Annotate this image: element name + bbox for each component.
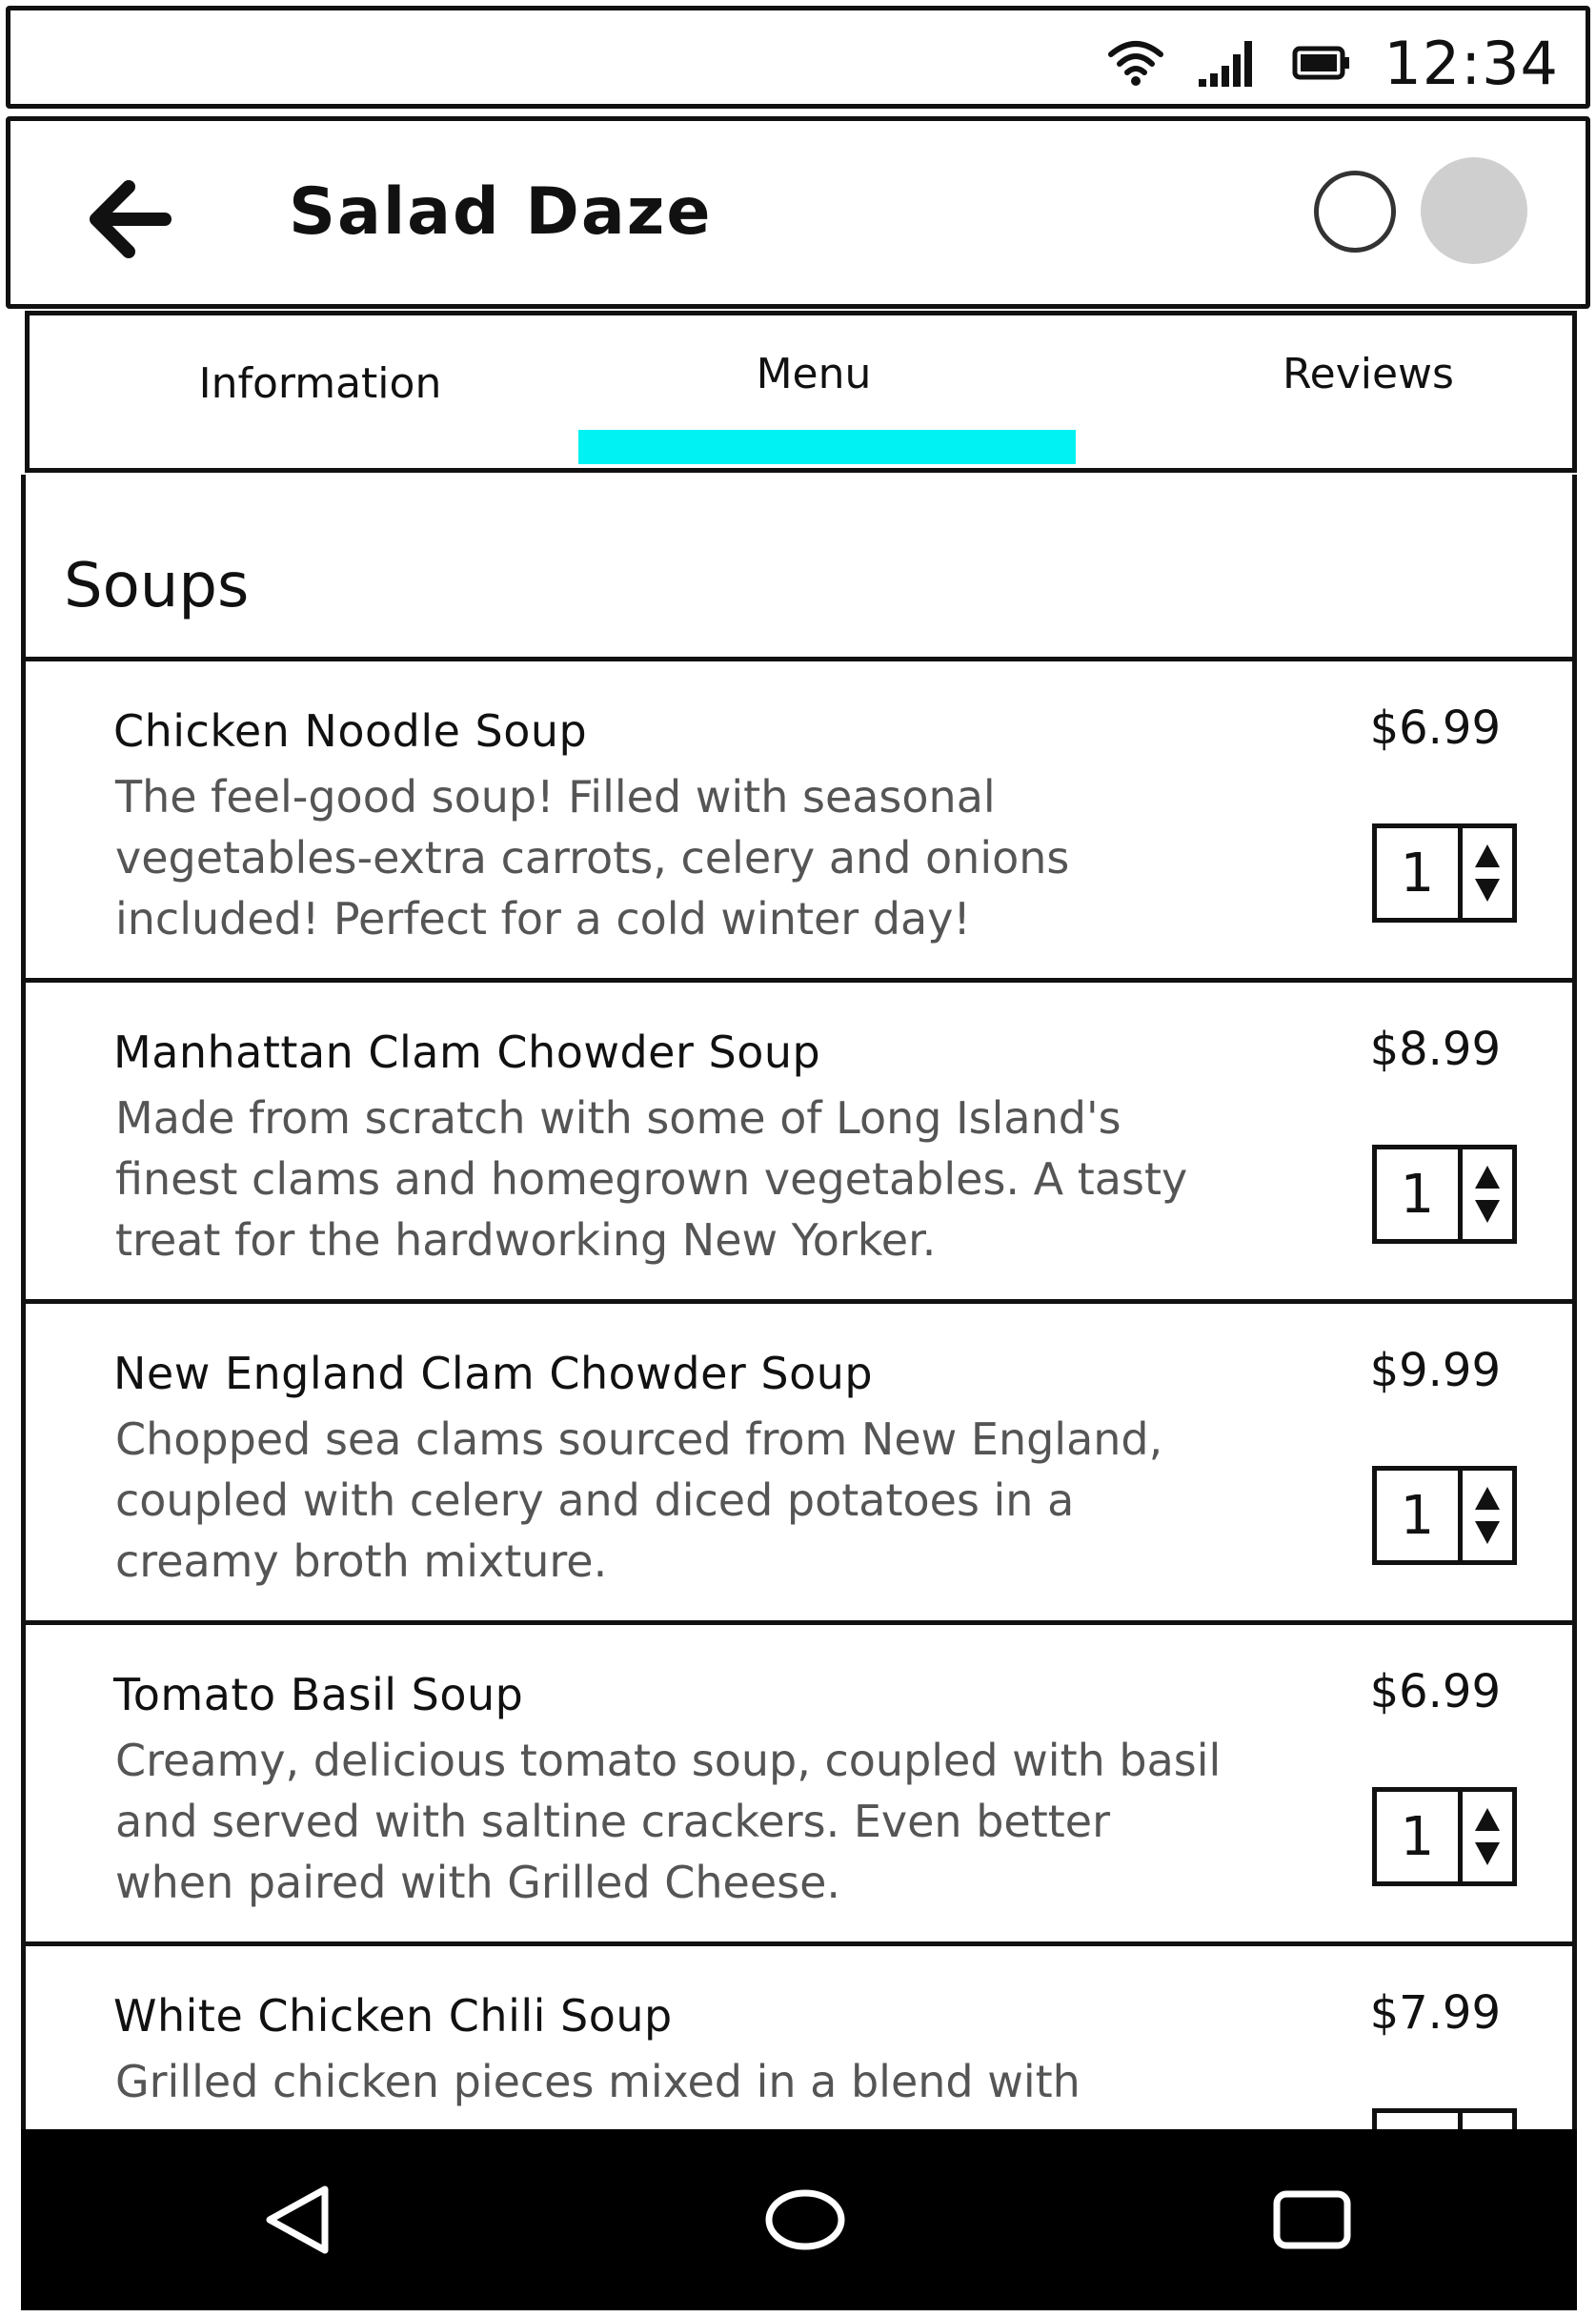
stepper-arrows[interactable] — [1463, 1471, 1512, 1560]
status-time: 12:34 — [1384, 28, 1559, 98]
arrow-up-icon[interactable] — [1473, 1484, 1502, 1513]
avatar[interactable] — [1421, 157, 1527, 264]
item-description: Creamy, delicious tomato soup, coupled with basil and served with saltine crackers. Even better when paired with Grilled Cheese. — [115, 1735, 1222, 1908]
system-nav-bar — [21, 2129, 1577, 2310]
tab-label: Information — [198, 359, 442, 408]
menu-item[interactable] — [21, 1625, 1577, 1946]
cellular-signal-icon — [1197, 37, 1260, 89]
nav-recent-apps-button[interactable] — [1260, 2167, 1364, 2272]
quantity-stepper[interactable] — [1372, 1466, 1517, 1565]
item-price: $6.99 — [1369, 701, 1501, 755]
radio-toggle-button[interactable] — [1314, 171, 1396, 253]
stepper-arrows[interactable] — [1463, 1792, 1512, 1881]
arrow-down-icon[interactable] — [1473, 1839, 1502, 1868]
item-price: $7.99 — [1369, 1986, 1501, 2040]
arrow-down-icon[interactable] — [1473, 1518, 1502, 1547]
nav-home-icon — [762, 2186, 848, 2253]
item-name: Chicken Noodle Soup — [113, 705, 588, 757]
item-name: Tomato Basil Soup — [113, 1669, 524, 1720]
nav-back-button[interactable] — [246, 2167, 351, 2272]
status-bar — [6, 6, 1590, 109]
arrow-up-icon[interactable] — [1473, 1805, 1502, 1834]
menu-item[interactable] — [21, 1304, 1577, 1625]
app-header — [6, 116, 1590, 309]
quantity-value[interactable]: 1 — [1377, 1792, 1463, 1881]
item-description: Grilled chicken pieces mixed in a blend with — [115, 2056, 1081, 2107]
tab-information[interactable] — [134, 315, 506, 468]
stepper-arrows[interactable] — [1463, 1149, 1512, 1239]
active-tab-indicator — [578, 430, 1076, 464]
menu-item[interactable] — [21, 661, 1577, 983]
item-description: The feel-good soup! Filled with seasonal vegetables-extra carrots, celery and onions included! Perfect for a cold winter day! — [115, 771, 1070, 945]
tab-bar — [25, 311, 1577, 473]
menu-list[interactable] — [21, 661, 1577, 2129]
section-header — [21, 475, 1577, 661]
item-description: Chopped sea clams sourced from New England, coupled with celery and diced potatoes in a creamy broth mixture. — [115, 1413, 1163, 1587]
arrow-left-icon — [87, 179, 172, 259]
tab-reviews[interactable] — [1182, 315, 1554, 468]
stepper-arrows[interactable] — [1463, 828, 1512, 918]
tab-label: Reviews — [1283, 350, 1454, 398]
tab-label: Menu — [756, 350, 872, 398]
menu-item[interactable] — [21, 983, 1577, 1304]
nav-back-icon — [260, 2182, 336, 2258]
arrow-down-icon[interactable] — [1473, 876, 1502, 904]
status-icons — [1107, 20, 1559, 106]
quantity-stepper[interactable] — [1372, 1787, 1517, 1886]
wifi-icon — [1107, 39, 1164, 87]
item-price: $6.99 — [1369, 1665, 1501, 1718]
page-title: Salad Daze — [289, 174, 713, 250]
item-name: Manhattan Clam Chowder Soup — [113, 1026, 821, 1078]
section-title: Soups — [64, 551, 250, 621]
arrow-down-icon[interactable] — [1473, 1197, 1502, 1226]
item-price: $8.99 — [1369, 1023, 1501, 1076]
nav-recent-apps-icon — [1271, 2186, 1353, 2253]
item-name: White Chicken Chili Soup — [113, 1990, 673, 2042]
item-description: Made from scratch with some of Long Island's finest clams and homegrown vegetables. A tasty treat for the hardworking New Yorker. — [115, 1092, 1188, 1266]
quantity-value[interactable]: 1 — [1377, 828, 1463, 918]
item-price: $9.99 — [1369, 1344, 1501, 1397]
quantity-value[interactable]: 1 — [1377, 1471, 1463, 1560]
item-name: New England Clam Chowder Soup — [113, 1348, 874, 1399]
arrow-up-icon[interactable] — [1473, 842, 1502, 870]
arrow-up-icon[interactable] — [1473, 1163, 1502, 1191]
quantity-stepper[interactable] — [1372, 1145, 1517, 1244]
battery-icon — [1292, 46, 1351, 80]
tab-menu[interactable] — [552, 315, 1076, 468]
back-button[interactable] — [77, 176, 182, 262]
nav-home-button[interactable] — [753, 2167, 858, 2272]
quantity-stepper[interactable] — [1372, 823, 1517, 923]
quantity-value[interactable]: 1 — [1377, 1149, 1463, 1239]
